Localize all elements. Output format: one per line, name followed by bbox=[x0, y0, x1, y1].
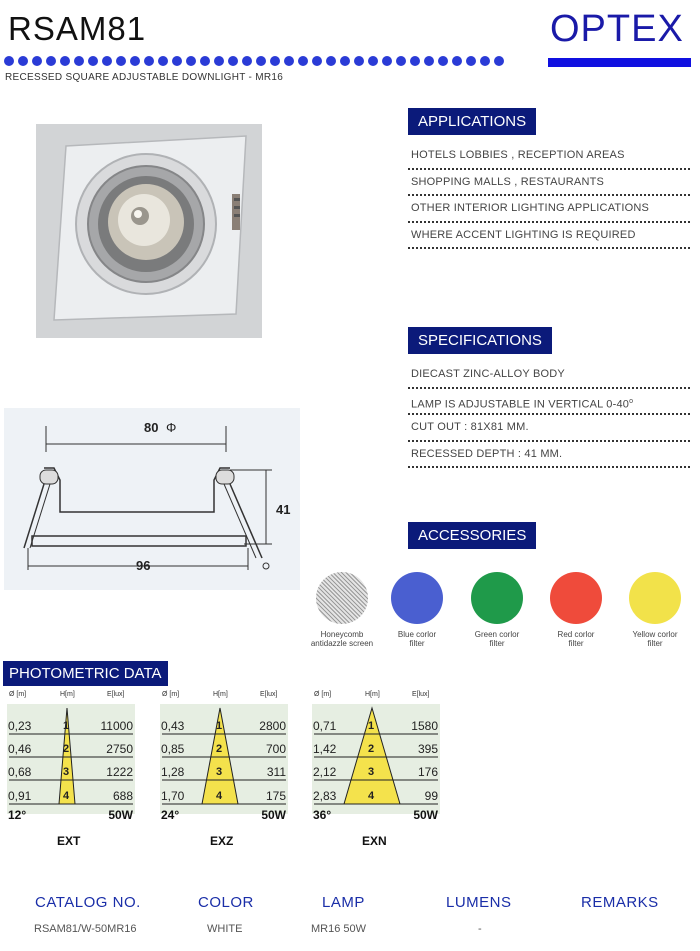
product-model: RSAM81 bbox=[8, 10, 147, 47]
table-header bbox=[7, 690, 135, 702]
beam-angle: 36° bbox=[313, 808, 332, 822]
divider-dot bbox=[228, 56, 238, 66]
list-item: HOTELS LOBBIES , RECEPTION AREAS bbox=[408, 143, 690, 170]
accessory-label: Blue corlor filter bbox=[397, 630, 437, 648]
divider-dot bbox=[46, 56, 56, 66]
spec-text: RECESSED DEPTH : 41 MM. bbox=[411, 447, 563, 460]
lux-value: 2750 bbox=[106, 742, 133, 756]
spec-text: DIECAST ZINC-ALLOY BODY bbox=[411, 368, 565, 380]
divider-dot bbox=[88, 56, 98, 66]
dotted-divider bbox=[4, 56, 504, 66]
divider-dot bbox=[74, 56, 84, 66]
diameter-value: 0,91 bbox=[8, 789, 32, 803]
divider-dot bbox=[410, 56, 420, 66]
accessory-yellow-filter bbox=[615, 572, 695, 648]
lux-value: 1222 bbox=[106, 765, 133, 779]
divider-dot bbox=[340, 56, 350, 66]
col-diameter: Ø [m] bbox=[162, 691, 180, 698]
divider-dot bbox=[102, 56, 112, 66]
accessory-label: Yellow corlor filter bbox=[632, 630, 678, 648]
dim-top-label: 80 bbox=[144, 420, 159, 435]
applications-list bbox=[408, 143, 690, 249]
diameter-value: 1,42 bbox=[313, 742, 337, 756]
dim-side-label: 41 bbox=[276, 502, 291, 517]
height-value: 4 bbox=[368, 790, 375, 802]
divider-dot bbox=[130, 56, 140, 66]
accessory-label: Red corlor filter bbox=[557, 630, 595, 648]
diameter-value: 0,85 bbox=[161, 742, 185, 756]
lux-value: 2800 bbox=[259, 719, 286, 733]
height-value: 3 bbox=[368, 766, 375, 778]
table-name-exz: EXZ bbox=[210, 834, 234, 848]
beam-angle: 12° bbox=[8, 808, 27, 822]
catalog-value: RSAM81/W-50MR16 bbox=[34, 923, 137, 935]
diameter-value: 0,23 bbox=[8, 719, 32, 733]
divider-dot bbox=[18, 56, 28, 66]
accessory-red-filter bbox=[536, 572, 616, 648]
spec-text: LAMP IS ADJUSTABLE IN VERTICAL 0-40 bbox=[411, 398, 630, 411]
red-filter-icon bbox=[550, 572, 602, 624]
color-header: COLOR bbox=[198, 894, 254, 911]
list-item: WHERE ACCENT LIGHTING IS REQUIRED bbox=[408, 223, 690, 250]
accessory-label: Green corlor filter bbox=[474, 630, 520, 648]
accessory-green-filter bbox=[457, 572, 537, 648]
divider-dot bbox=[298, 56, 308, 66]
spec-text: CUT OUT : 81X81 MM. bbox=[411, 421, 529, 433]
divider-dot bbox=[396, 56, 406, 66]
divider-dot bbox=[60, 56, 70, 66]
divider-dot bbox=[494, 56, 504, 66]
brand-underline bbox=[548, 58, 691, 67]
divider-dot bbox=[354, 56, 364, 66]
lux-value: 176 bbox=[417, 765, 438, 779]
divider-dot bbox=[186, 56, 196, 66]
diameter-value: 2,12 bbox=[313, 765, 337, 779]
catalog-header: CATALOG NO. bbox=[35, 894, 141, 911]
divider-dot bbox=[200, 56, 210, 66]
diameter-value: 0,46 bbox=[8, 742, 32, 756]
divider-dot bbox=[214, 56, 224, 66]
accessories-title: ACCESSORIES bbox=[408, 522, 536, 549]
list-item bbox=[408, 389, 690, 416]
lux-value: 1580 bbox=[411, 719, 438, 733]
col-diameter: Ø [m] bbox=[314, 691, 332, 698]
list-item bbox=[408, 362, 690, 389]
lux-value: 11000 bbox=[100, 719, 133, 733]
lux-value: 395 bbox=[417, 742, 438, 756]
col-lux: E[lux] bbox=[412, 691, 430, 698]
dim-bottom-label: 96 bbox=[136, 558, 151, 573]
accessory-label: Honeycomb antidazzle screen bbox=[310, 630, 374, 648]
diameter-value: 2,83 bbox=[313, 789, 337, 803]
degree-mark: o bbox=[629, 397, 634, 405]
yellow-filter-icon bbox=[629, 572, 681, 624]
height-value: 4 bbox=[63, 790, 70, 802]
divider-dot bbox=[284, 56, 294, 66]
wattage: 50W bbox=[413, 808, 438, 822]
table-name-ext: EXT bbox=[57, 834, 81, 848]
photometric-table-ext bbox=[7, 690, 135, 828]
diameter-value: 1,70 bbox=[161, 789, 185, 803]
divider-dot bbox=[172, 56, 182, 66]
divider-dot bbox=[368, 56, 378, 66]
blue-filter-icon bbox=[391, 572, 443, 624]
list-item: OTHER INTERIOR LIGHTING APPLICATIONS bbox=[408, 196, 690, 223]
diameter-value: 1,28 bbox=[161, 765, 185, 779]
beam-angle: 24° bbox=[161, 808, 180, 822]
lamp-value: MR16 50W bbox=[311, 923, 367, 935]
divider-dot bbox=[424, 56, 434, 66]
lumens-header: LUMENS bbox=[446, 894, 512, 911]
product-photo bbox=[36, 124, 262, 338]
wattage: 50W bbox=[108, 808, 133, 822]
divider-dot bbox=[256, 56, 266, 66]
table-name-exn: EXN bbox=[362, 834, 387, 848]
height-value: 2 bbox=[63, 743, 70, 755]
height-value: 1 bbox=[216, 720, 223, 732]
lamp-header: LAMP bbox=[322, 894, 365, 911]
table-header bbox=[160, 690, 288, 702]
divider-dot bbox=[452, 56, 462, 66]
divider-dot bbox=[466, 56, 476, 66]
photometric-title: PHOTOMETRIC DATA bbox=[3, 661, 168, 686]
divider-dot bbox=[326, 56, 336, 66]
divider-dot bbox=[32, 56, 42, 66]
lux-value: 311 bbox=[266, 765, 286, 779]
green-filter-icon bbox=[471, 572, 523, 624]
divider-dot bbox=[158, 56, 168, 66]
height-value: 4 bbox=[216, 790, 223, 802]
honeycomb-icon bbox=[316, 572, 368, 624]
col-height: H[m] bbox=[365, 691, 380, 698]
col-height: H[m] bbox=[213, 691, 228, 698]
divider-dot bbox=[382, 56, 392, 66]
height-value: 2 bbox=[216, 743, 223, 755]
col-lux: E[lux] bbox=[260, 691, 278, 698]
divider-dot bbox=[144, 56, 154, 66]
diameter-value: 0,68 bbox=[8, 765, 32, 779]
remarks-header: REMARKS bbox=[581, 894, 659, 911]
accessories-row bbox=[300, 572, 695, 662]
divider-dot bbox=[312, 56, 322, 66]
col-diameter: Ø [m] bbox=[9, 691, 27, 698]
height-value: 3 bbox=[216, 766, 223, 778]
height-value: 3 bbox=[63, 766, 70, 778]
specifications-title: SPECIFICATIONS bbox=[408, 327, 552, 354]
lux-value: 700 bbox=[265, 742, 286, 756]
col-height: H[m] bbox=[60, 691, 75, 698]
list-item bbox=[408, 415, 690, 442]
divider-dot bbox=[4, 56, 14, 66]
table-header bbox=[312, 690, 440, 702]
wattage: 50W bbox=[261, 808, 286, 822]
divider-dot bbox=[242, 56, 252, 66]
col-lux: E[lux] bbox=[107, 691, 125, 698]
divider-dot bbox=[116, 56, 126, 66]
accessory-blue-filter bbox=[377, 572, 457, 648]
photometric-table-exz bbox=[160, 690, 288, 828]
photometric-table-exn bbox=[312, 690, 440, 828]
diameter-value: 0,71 bbox=[313, 719, 337, 733]
height-value: 1 bbox=[63, 720, 70, 732]
list-item bbox=[408, 442, 690, 469]
brand-logo: OPTEX bbox=[550, 8, 684, 50]
lux-value: 175 bbox=[265, 789, 286, 803]
lux-value: 688 bbox=[112, 789, 133, 803]
height-value: 2 bbox=[368, 743, 375, 755]
lux-value: 99 bbox=[424, 789, 438, 803]
technical-drawing bbox=[4, 408, 300, 590]
list-item: SHOPPING MALLS , RESTAURANTS bbox=[408, 170, 690, 197]
divider-dot bbox=[480, 56, 490, 66]
accessory-honeycomb bbox=[302, 572, 382, 648]
lumens-value: - bbox=[478, 923, 482, 935]
divider-dot bbox=[438, 56, 448, 66]
applications-title: APPLICATIONS bbox=[408, 108, 536, 135]
product-subtitle: RECESSED SQUARE ADJUSTABLE DOWNLIGHT - MR16 bbox=[5, 72, 284, 83]
diameter-value: 0,43 bbox=[161, 719, 185, 733]
phi-symbol: Φ bbox=[166, 420, 177, 435]
color-value: WHITE bbox=[207, 923, 243, 935]
height-value: 1 bbox=[368, 720, 375, 732]
divider-dot bbox=[270, 56, 280, 66]
specifications-list bbox=[408, 362, 690, 468]
